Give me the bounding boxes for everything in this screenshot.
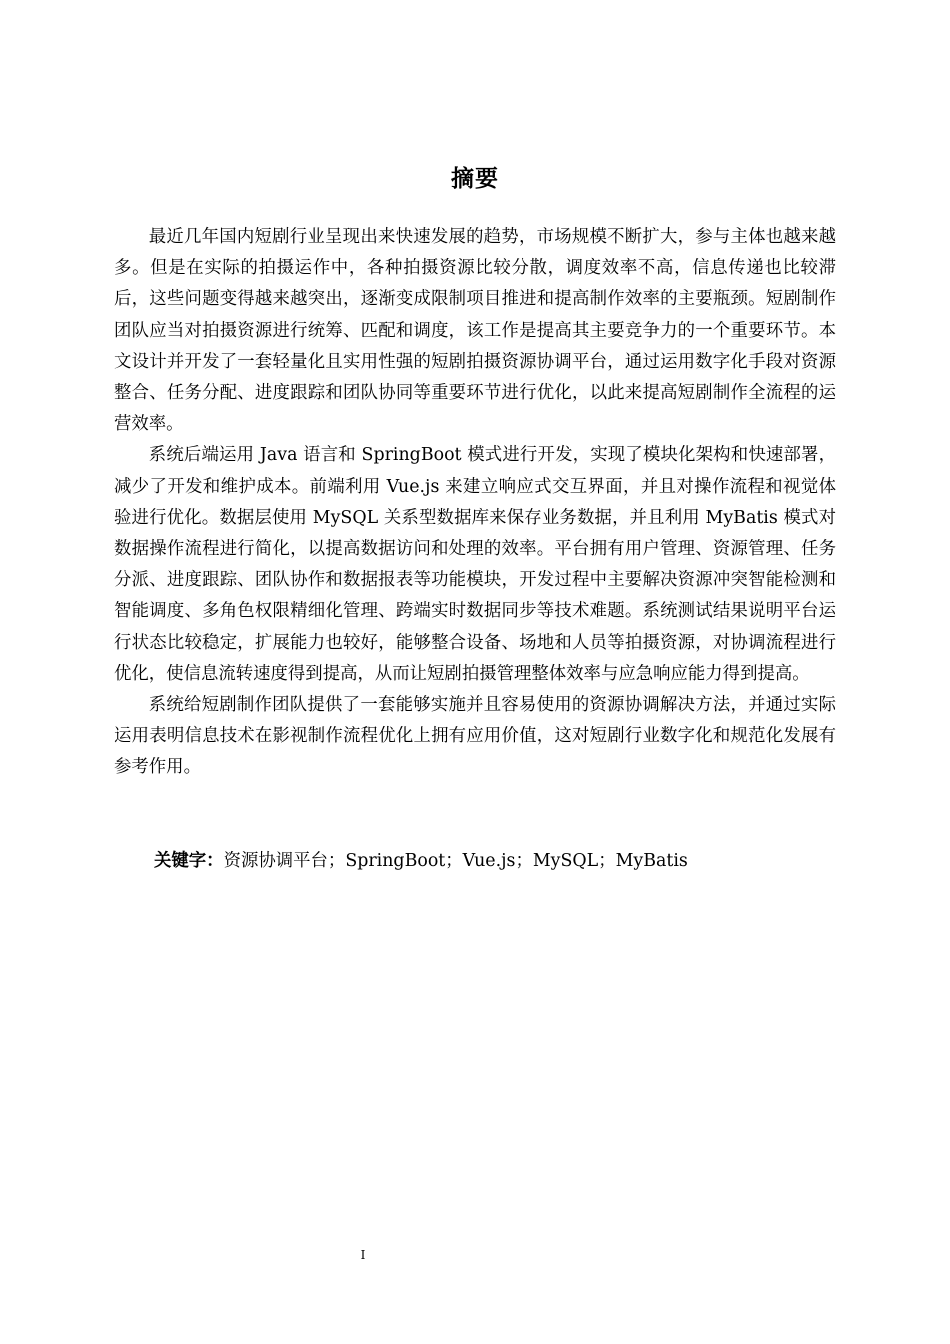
keywords-list: 资源协调平台；SpringBoot；Vue.js；MySQL；MyBatis bbox=[223, 851, 688, 871]
keywords-label: 关键字： bbox=[154, 851, 224, 871]
abstract-paragraph-1: 最近几年国内短剧行业呈现出来快速发展的趋势，市场规模不断扩大，参与主体也越来越多。但是在实际的拍摄运作中，各种拍摄资源比较分散，调度效率不高，信息传递也比较滞后，这些问题变得越来越突出，逐渐变成限制项目推进和提高制作效率的主要瓶颈。短剧制作团队应当对拍摄资源进行统筹、匹配和调度，该工作是提高其主要竞争力的一个重要环节。本文设计并开发了一套轻量化且实用性强的短剧拍摄资源协调平台，通过运用数字化手段对资源整合、任务分配、进度跟踪和团队协同等重要环节进行优化，以此来提高短剧制作全流程的运营效率。 bbox=[114, 227, 836, 435]
abstract-title: 摘要 bbox=[451, 166, 499, 192]
keywords-line bbox=[154, 846, 844, 877]
abstract-paragraph-3: 系统给短剧制作团队提供了一套能够实施并且容易使用的资源协调解决方法，并通过实际运用表明信息技术在影视制作流程优化上拥有应用价值，这对短剧行业数字化和规范化发展有参考作用。 bbox=[114, 695, 836, 778]
page-number: I bbox=[360, 1248, 366, 1262]
abstract-paragraph-2: 系统后端运用 Java 语言和 SpringBoot 模式进行开发，实现了模块化架构和快速部署，减少了开发和维护成本。前端利用 Vue.js 来建立响应式交互界面，并且对操作流程和视觉体验进行优化。数据层使用 MySQL 关系型数据库来保存业务数据，并且利用 MyBatis 模式对数据操作流程进行简化，以提高数据访问和处理的效率。平台拥有用户管理、资源管理、任务分派、进度跟踪、团队协作和数据报表等功能模块，开发过程中主要解决资源冲突智能检测和智能调度、多角色权限精细化管理、跨端实时数据同步等技术难题。系统测试结果说明平台运行状态比较稳定，扩展能力也较好，能够整合设备、场地和人员等拍摄资源，对协调流程进行优化，使信息流转速度得到提高，从而让短剧拍摄管理整体效率与应急响应能力得到提高。 bbox=[114, 445, 836, 684]
abstract-body bbox=[114, 222, 836, 784]
